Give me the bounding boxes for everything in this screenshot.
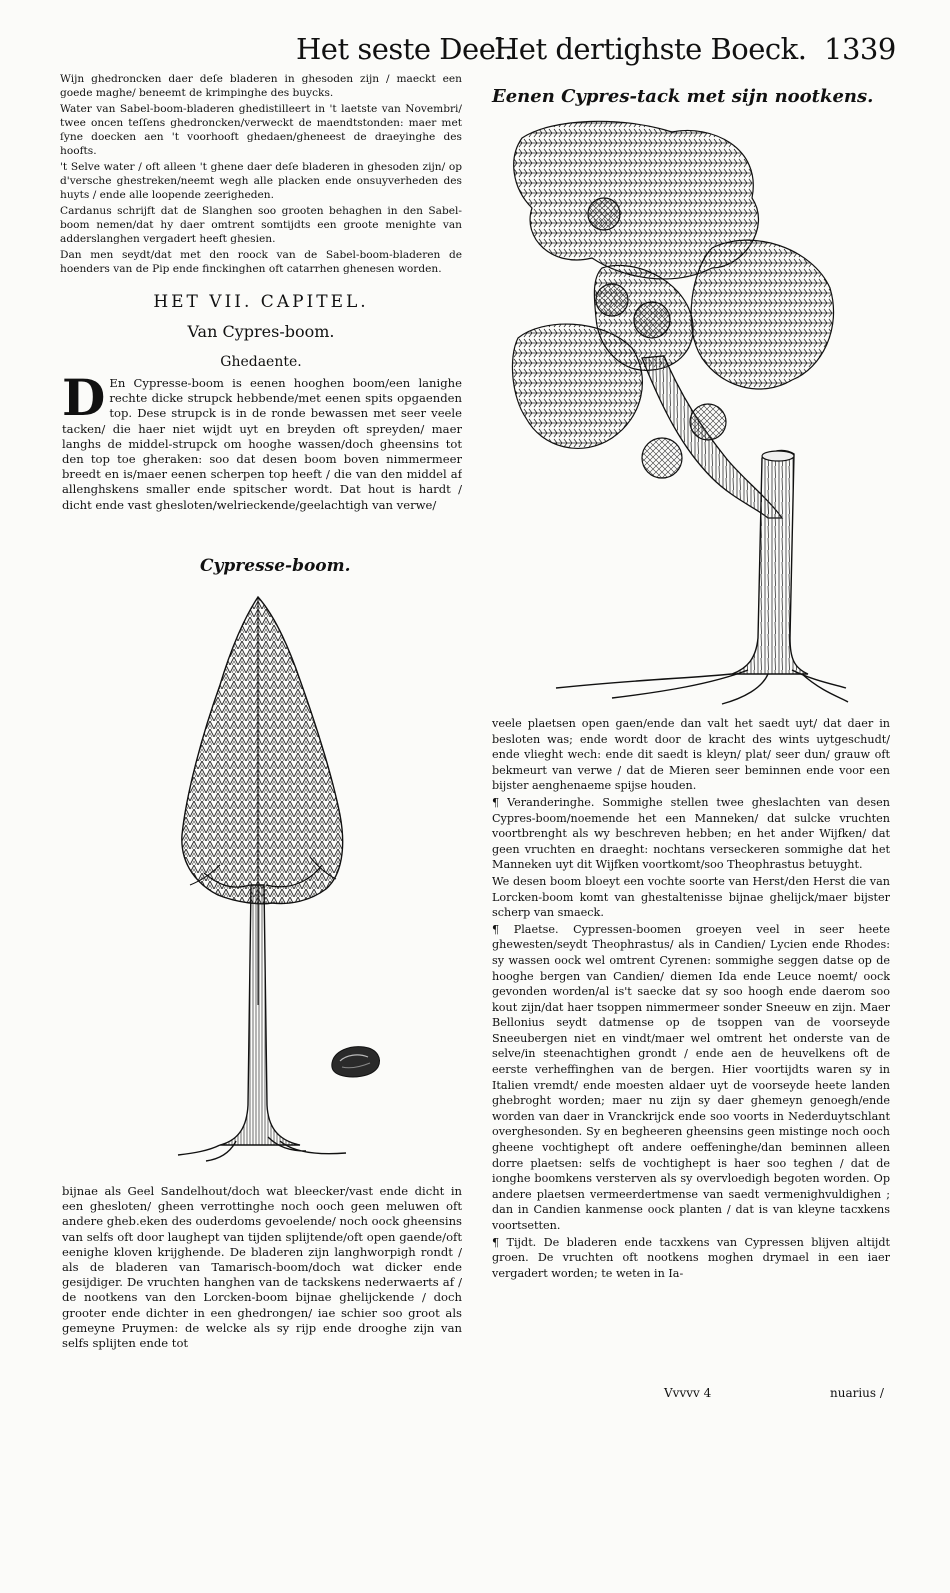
cypress-branch-illustration xyxy=(512,118,852,706)
tree-caption: Cypresse-boom. xyxy=(200,556,351,576)
paragraph: Water van Sabel-boom-bladeren ghedistilleert in 't laetste van Novembri/ twee oncen teſſens ghedroncken/verweckt de maendtstonden: maer met ſyne doecken aen 't voorhooft ghedaen/gheneest de draeyinghe des hoofts. xyxy=(60,102,462,158)
cypress-tree-illustration xyxy=(150,585,410,1175)
tree-crown xyxy=(182,597,343,904)
page-number: 1339 xyxy=(824,32,896,66)
intro-paragraph xyxy=(62,376,462,544)
paragraph: ¶ Plaetse. Cypressen-boomen groeyen veel in seer heete ghewesten/seydt Theophrastus/ als in Candien/ Lycien ende Rhodes: sy wassen oock wel omtrent Cyrenen: sommighe seggen datse op de hooghe bergen van Candien/ diemen Ida ende Leuce noemt/ oock gevonden worden/al is't saecke dat sy soo hoogh ende daerom soo kout zijn/dat haer tsoppen nimmermeer sonder Sneeuw en zijn. Maer Bellonius seydt datmense op de tsoppen van de voorseyde Sneeubergen niet en vindt/maer wel omtrent het onderste van de selve/in steenachtighen grondt / ende aen de heuvelkens oft de eerste verheffinghen van de bergen. Hier voortijdts waren sy in Italien vremdt/ ende moesten aldaer uyt de voorseyde heete landen ghebroght worden; maer nu zijn sy daer ghemeyn genoegh/ende worden van daer in Vranckrijck ende soo voorts in Nederduytschlant overghesonden. Sy en begheeren gheensins geen mistinge noch ooch gheene vochtighept oft andere oeffeninghe/dan beminnen alleen dorre plaetsen: selfs de vochtighept is haer soo teghen / dat de ionghe boomkens versterven als sy overvloedigh begoten worden. Op andere plaetsen vermeerdertmense van saedt vermenighvuldighen ; dan in Candien kanmense oock planten / dat is van kleyne tacxkens voortsetten. xyxy=(492,922,890,1232)
intro-text: En Cypresse-boom is eenen hooghen boom/een lanighe rechte dicke strupck hebbende/met eenen spits opgaenden top. Dese strupck is in de ronde bewassen met seer veele tacken/ die haer niet wijdt uyt en breyden oft spreyden/ maer langhs de middel-strupck om hooghe wassen/doch gheensins tot den top toe gheraken: soo dat desen boom boven nimmermeer breedt en is/maer eenen scherpen top heeft / die van den middel af allenghskens smaller ende spitscher wordt. Dat hout is hardt / dicht ende vast ghesloten/welrieckende/geelachtigh van verwe/ xyxy=(62,376,462,512)
catchword: nuarius / xyxy=(830,1386,884,1400)
left-top-text xyxy=(60,72,462,284)
drop-cap: D xyxy=(62,376,106,427)
cone xyxy=(634,302,670,338)
tree-trunk xyxy=(220,885,300,1145)
cypress-nut-illustration xyxy=(328,1043,384,1079)
paragraph: ¶ Veranderinghe. Sommighe stellen twee gheslachten van desen Cypres-boom/noemende het een Manneken/ dat sulcke vruchten voortbrenght als wy beschreven hebben; en het ander Wijfken/ dat geen vruchten en draeght: nochtans verseckeren sommighe dat het Manneken uyt dit Wijfken voortkomt/soo Theophrastus betuyght. xyxy=(492,795,890,872)
paragraph: We desen boom bloeyt een vochte soorte van Herst/den Herst die van Lorcken-boom komt van ghestaltenisse bijnae ghelijck/maer bijster scherp van smaeck. xyxy=(492,874,890,920)
paragraph: veele plaetsen open gaen/ende dan valt het saedt uyt/ dat daer in besloten was; ende wordt door de kracht des wints uytgeschudt/ ende vlieght wech: ende dit saedt is kleyn/ plat/ seer dun/ grauw oft bekmeurt van verwe / dat de Mieren seer beminnen ende voor een bijster aenghenaeme spijse houden. xyxy=(492,717,890,793)
cone xyxy=(596,284,628,316)
paragraph: Dan men seydt/dat met den roock van de Sabel-boom-bladeren de hoenders van de Pip ende finckinghen oft catarrhen ghenesen worden. xyxy=(60,248,462,275)
cone xyxy=(690,404,726,440)
signature-mark: Vvvvv 4 xyxy=(664,1386,712,1400)
paragraph: Wijn ghedroncken daer deſe bladeren in ghesoden zijn / maeckt een goede maghe/ beneemt de krimpinghe des buycks. xyxy=(60,73,462,100)
chapter-title: HET VII. CAPITEL. xyxy=(153,292,369,312)
paragraph: Cardanus schrijft dat de Slanghen soo grooten behaghen in den Sabel-boom nemen/dat hy daer omtrent somtijdts een groote menighte van adderslanghen vergadert heeft ghesien. xyxy=(60,204,462,246)
chapter-subtitle: Van Cypres-boom. xyxy=(187,322,335,341)
right-text xyxy=(492,716,890,1380)
foliage-right xyxy=(691,240,833,389)
cone xyxy=(588,198,620,230)
left-bottom-text xyxy=(62,1184,462,1382)
branch-caption: Eenen Cypres-tack met sijn nootkens. xyxy=(492,86,874,107)
roots xyxy=(556,670,848,704)
running-head-right: Het dertighste Boeck. xyxy=(494,32,807,66)
paragraph: ¶ Tijdt. De bladeren ende tacxkens van Cypressen blijven altijdt groen. De vruchten oft nootkens moghen drymael in een iaer vergadert worden; te weten in Ia- xyxy=(492,1235,890,1280)
section-heading: Ghedaente. xyxy=(220,354,302,370)
paragraph: 't Selve water / oft alleen 't ghene daer deſe bladeren in ghesoden zijn/ op d'versche ghestreken/neemt wegh alle placken ende onsuyverheden des huyts / ende alle loopende zeerigheden. xyxy=(60,160,462,202)
running-head-left: Het seste Deel. xyxy=(296,32,513,66)
paragraph: bijnae als Geel Sandelhout/doch wat bleecker/vast ende dicht in een ghesloten/ gheen verrottinghe noch ooch geen meluwen oft andere gheb.eken des ouderdoms gevoelende/ noch oock gheensins van selfs oft door laughept van tijden splijtende/oft open gaende/oft eenighe kloven krijghende. De bladeren zijn langhworpigh rondt / als de bladeren van Tamarisch-boom/doch wat dicker ende gesijdiger. De vruchten hanghen van de tackskens nederwaerts af / de nootkens van den Lorcken-boom bijnae ghelijckende / doch grooter ende dichter in een ghedrongen/ iae schier soo groot als gemeyne Pruymen: de welcke als sy rijp ende drooghe zijn van selfs splijten ende tot xyxy=(62,1184,462,1351)
cone xyxy=(642,438,682,478)
